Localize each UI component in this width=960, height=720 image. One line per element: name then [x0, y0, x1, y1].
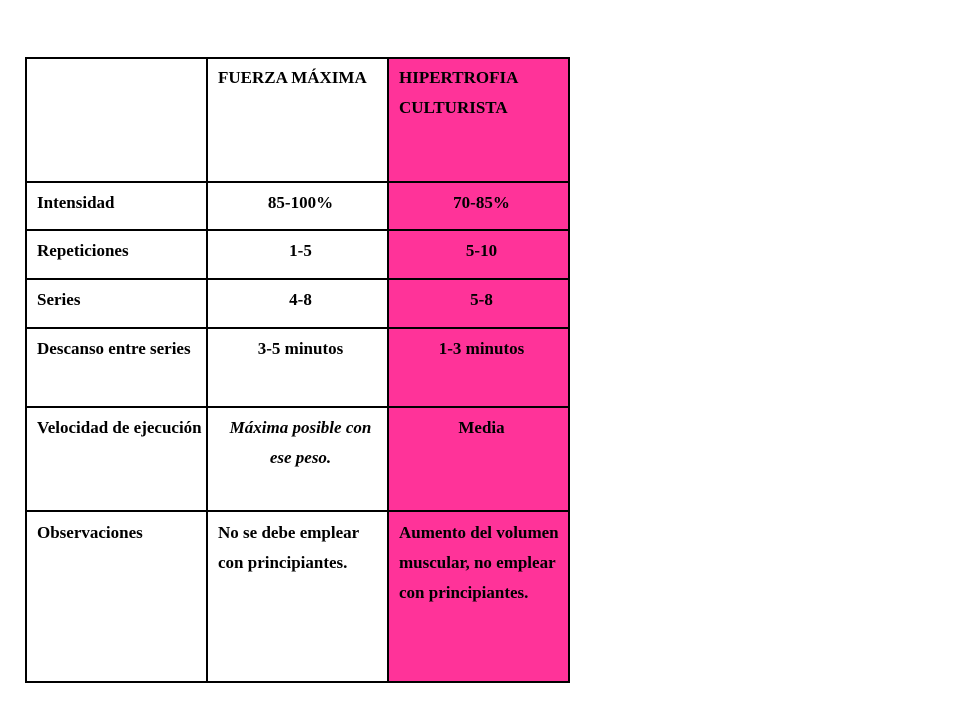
table-row — [26, 279, 569, 328]
table-header-row — [26, 58, 569, 182]
hipertrofia-cell: Aumento del volumen muscular, no emplear con principiantes. — [388, 511, 569, 682]
fuerza-cell — [207, 407, 388, 511]
table-row — [26, 511, 569, 682]
header-cell-empty — [26, 58, 207, 182]
row-label: Descanso entre series — [26, 328, 207, 407]
row-label: Observaciones — [26, 511, 207, 682]
table-row — [26, 328, 569, 407]
header-cell-hipertrofia-culturista: HIPERTROFIA CULTURISTA — [388, 58, 569, 182]
hipertrofia-cell: 5-8 — [388, 279, 569, 328]
row-label: Series — [26, 279, 207, 328]
training-comparison-table — [25, 57, 570, 683]
fuerza-cell: 4-8 — [207, 279, 388, 328]
fuerza-cell: No se debe emplear con principiantes. — [207, 511, 388, 682]
hipertrofia-cell: 1-3 minutos — [388, 328, 569, 407]
row-label: Repeticiones — [26, 230, 207, 279]
table-row — [26, 407, 569, 511]
fuerza-cell-emphasis: Máxima posible con ese peso. — [229, 418, 372, 467]
fuerza-cell: 85-100% — [207, 182, 388, 230]
fuerza-cell: 3-5 minutos — [207, 328, 388, 407]
hipertrofia-cell: 5-10 — [388, 230, 569, 279]
hipertrofia-cell: Media — [388, 407, 569, 511]
row-label: Velocidad de ejecución — [26, 407, 207, 511]
table-row — [26, 230, 569, 279]
row-label: Intensidad — [26, 182, 207, 230]
header-cell-fuerza-maxima: FUERZA MÁXIMA — [207, 58, 388, 182]
table-row — [26, 182, 569, 230]
hipertrofia-cell: 70-85% — [388, 182, 569, 230]
fuerza-cell: 1-5 — [207, 230, 388, 279]
